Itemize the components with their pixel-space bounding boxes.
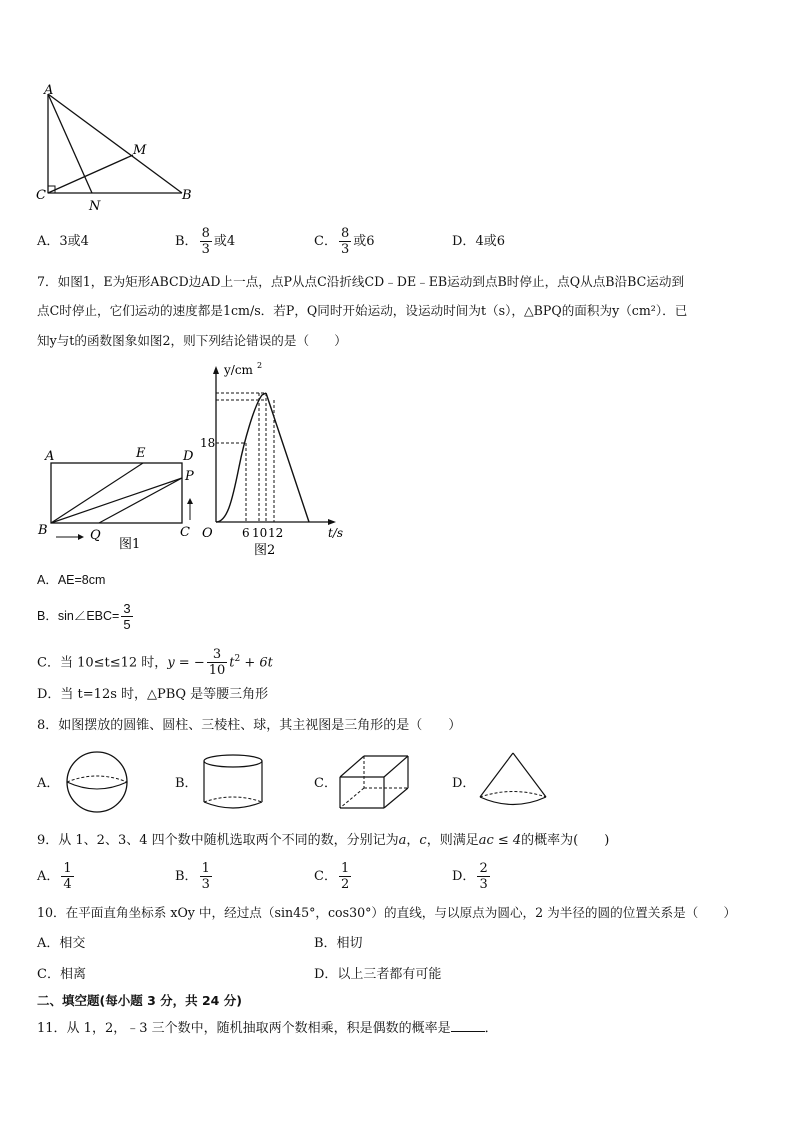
fig2-y18: 18 [200, 436, 216, 450]
q6-option-d-text: 4或6 [475, 234, 505, 249]
q10-option-d[interactable]: D．以上三者都有可能 [314, 967, 442, 982]
q7-option-c-rest: + 6t [240, 655, 273, 671]
q9-option-a[interactable] [37, 859, 76, 895]
fig1-caption: 图1 [119, 537, 141, 552]
q6-option-d[interactable] [452, 233, 505, 251]
fig-label-C: C [36, 188, 46, 203]
q9-option-d-label: D． [452, 869, 476, 884]
q10-stem: 10．在平面直角坐标系 xOy 中，经过点（sin45°，cos30°）的直线，与以原点为圆心，2 为半径的圆的位置关系是（ ） [37, 905, 737, 920]
q9-option-c[interactable] [314, 859, 353, 895]
fig2-xlabel: t/s [328, 526, 344, 540]
q7-option-c-pre: C．当 10≤t≤12 时， [37, 655, 168, 671]
q9-option-d-fraction: $\frac{2}{3}$ [479, 861, 488, 892]
q9-var-c: c [419, 833, 427, 848]
q7-line-1: 7．如图1，E为矩形ABCD边AD上一点，点P从点C沿折线CD﹣DE﹣EB运动到点B时停止，点Q从点B沿BC运动到 [37, 274, 685, 289]
fig1-label-C: C [180, 525, 190, 540]
fig1-label-E: E [136, 446, 146, 461]
section-2-title: 二、填空题(每小题 3 分，共 24 分) [37, 993, 242, 1008]
fig1-label-B: B [38, 523, 48, 538]
triangular-prism-icon [336, 752, 414, 814]
q9-stem [37, 832, 609, 850]
q9-option-d[interactable] [452, 859, 492, 895]
q8-option-a-label: A． [37, 776, 60, 791]
q6-option-d-label: D． [452, 234, 476, 249]
sphere-icon [62, 750, 132, 814]
fig1-label-A: A [45, 449, 55, 464]
q8-option-b-label: B． [175, 776, 198, 791]
q7-option-b-fraction: $\frac{3}{5}$ [123, 601, 131, 633]
fig1-label-P: P [185, 469, 194, 484]
q11-stem [37, 1019, 498, 1038]
q6-option-b-label: B． [175, 234, 198, 249]
fig-label-M: M [133, 143, 147, 158]
q9-option-b-fraction: $\frac{1}{3}$ [201, 861, 210, 892]
q6-option-b-fraction: $\frac{8}{3}$ [201, 226, 210, 257]
q6-option-c-after: 或6 [353, 234, 375, 249]
q6-option-a-text: 3或4 [59, 234, 89, 249]
q7-option-d[interactable]: D．当 t=12s 时，△PBQ 是等腰三角形 [37, 687, 269, 702]
fig2-caption: 图2 [254, 543, 276, 558]
q9-comma: ， [406, 833, 420, 848]
q10-option-c[interactable]: C．相离 [37, 967, 86, 982]
q8-option-c-label: C． [314, 776, 337, 791]
q11-stem-text: 11．从 1，2，﹣3 三个数中，随机抽取两个数相乘，积是偶数的概率是 [37, 1021, 451, 1036]
q9-option-a-label: A． [37, 869, 60, 884]
q7-figure-2 [194, 362, 354, 558]
fig-label-N: N [89, 199, 101, 212]
q10-option-a[interactable]: A．相交 [37, 936, 86, 951]
q6-option-b-after: 或4 [213, 234, 236, 249]
q9-option-b[interactable] [175, 859, 214, 895]
fig-label-B: B [182, 188, 192, 203]
q7-option-a[interactable]: A．AE=8cm [37, 573, 106, 587]
q8-option-b[interactable] [175, 775, 198, 793]
q6-option-b[interactable] [175, 226, 235, 258]
q9-stem-mid: ，则满足 [426, 833, 479, 848]
fig2-ylabel: y/cm [224, 363, 253, 377]
q7-option-b[interactable] [37, 599, 135, 633]
q7-option-c-fraction: $\frac{3}{10}$ [208, 647, 226, 679]
q6-option-c[interactable] [314, 226, 375, 258]
q8-option-a[interactable] [37, 775, 59, 793]
fig1-label-D: D [183, 449, 194, 464]
q9-option-c-label: C． [314, 869, 337, 884]
q7-option-c-y: y = − [167, 655, 205, 671]
q9-inequality: ac ≤ 4 [478, 833, 522, 848]
fig2-t6: 6 [242, 526, 250, 540]
q9-option-c-fraction: $\frac{1}{2}$ [340, 861, 350, 892]
q6-option-a[interactable] [37, 233, 89, 251]
q9-option-b-label: B． [175, 869, 198, 884]
q8-option-c[interactable] [314, 775, 337, 793]
q11-stem-end: ． [484, 1021, 498, 1036]
fig2-ylabel-sup: 2 [257, 362, 263, 370]
q9-option-a-fraction: $\frac{1}{4}$ [63, 861, 72, 892]
q7-option-c[interactable] [37, 642, 273, 680]
fig2-t12: 12 [268, 526, 284, 540]
q8-option-d-label: D． [452, 776, 476, 791]
q9-stem-post: 的概率为( ) [521, 833, 610, 848]
q7-figure-1 [34, 440, 204, 555]
fig1-label-Q: Q [90, 528, 101, 543]
q8-stem: 8．如图摆放的圆锥、圆柱、三棱柱、球，其主视图是三角形的是（ ） [37, 718, 462, 733]
fig-label-A: A [44, 83, 54, 98]
fig2-t10: 10 [252, 526, 268, 540]
q11-answer-blank[interactable] [451, 1019, 485, 1032]
q10-option-b[interactable]: B．相切 [314, 936, 363, 951]
q6-option-c-fraction: $\frac{8}{3}$ [340, 226, 350, 257]
q7-option-c-sup: 2 [234, 654, 241, 664]
q9-var-a: a [398, 833, 407, 848]
cone-icon [476, 750, 550, 812]
q8-option-d[interactable] [452, 775, 475, 793]
q7-line-3: 知y与t的函数图象如图2，则下列结论错误的是（ ） [37, 333, 347, 348]
q6-option-c-label: C． [314, 234, 337, 249]
q6-triangle-figure [30, 82, 200, 212]
q6-option-a-label: A． [37, 234, 60, 249]
q7-option-c-t: t [229, 655, 235, 671]
q9-stem-pre: 9．从 1、2、3、4 四个数中随机选取两个不同的数，分别记为 [37, 833, 399, 848]
cylinder-icon [200, 752, 266, 812]
fig2-origin: O [202, 526, 213, 541]
q7-line-2: 点C时停止，它们运动的速度都是1cm/s．若P，Q同时开始运动，设运动时间为t（s），△BPQ的面积为y（cm²）．已 [37, 303, 688, 318]
q7-option-b-pre: B．sin∠EBC= [37, 609, 120, 623]
